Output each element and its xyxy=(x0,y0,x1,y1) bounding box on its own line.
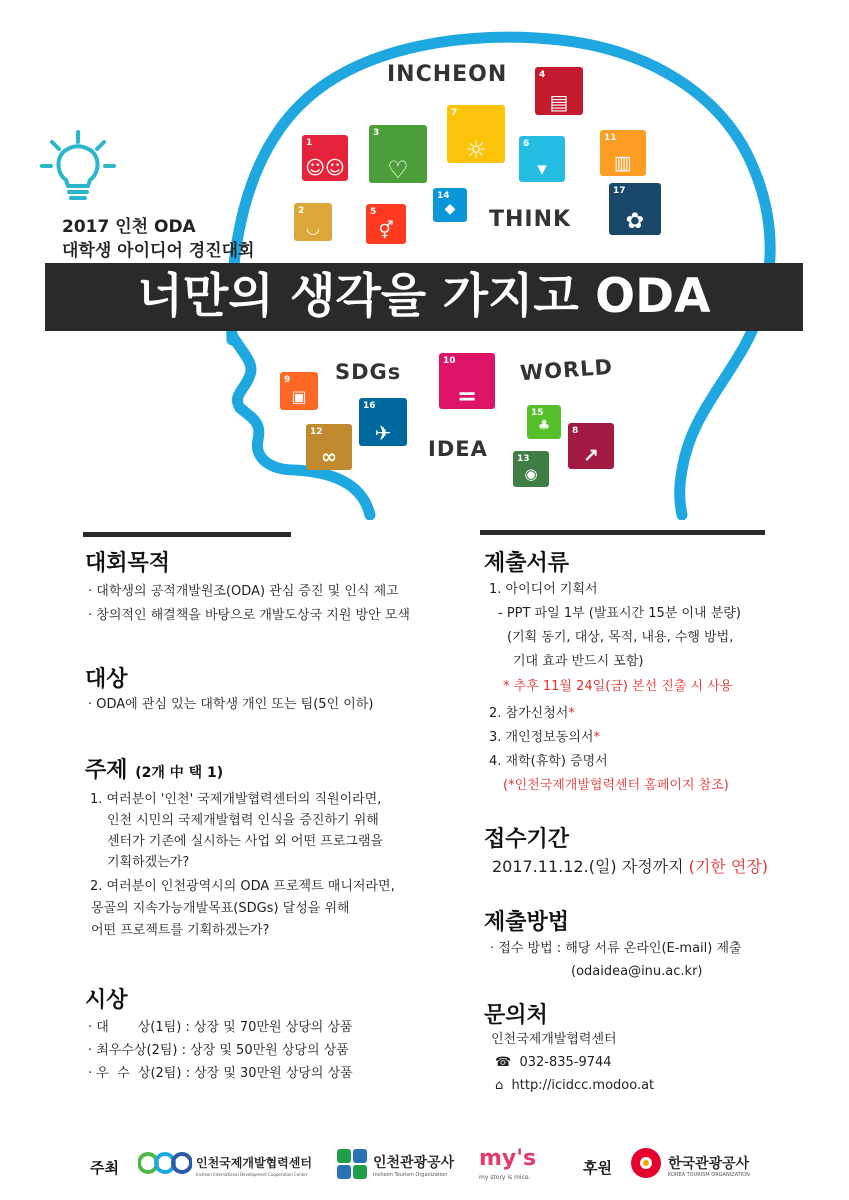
sdg-goal-10-tile xyxy=(439,353,495,409)
word-world: WORLD xyxy=(519,354,614,386)
sdg-goal-number: 10 xyxy=(443,356,456,366)
sdg-goal-number: 12 xyxy=(310,427,323,437)
gender-icon: ⚥ xyxy=(378,221,394,241)
award-heading: 시상 xyxy=(85,988,128,1013)
sdg-goal-8-tile xyxy=(568,423,614,469)
tree-icon: ♣ xyxy=(537,418,551,434)
topic-line: 기획하겠는가? xyxy=(107,855,190,870)
sdg-goal-6-tile xyxy=(519,136,565,182)
award-item: · 우 수 상(2팀) : 상장 및 30만원 상당의 상품 xyxy=(88,1066,353,1081)
sdg-goal-number: 13 xyxy=(517,454,530,464)
sdg-goal-5-tile xyxy=(366,204,406,244)
equal-icon: = xyxy=(456,382,478,409)
sdg-goal-number: 11 xyxy=(604,133,617,143)
contact-org: 인천국제개발협력센터 xyxy=(491,1032,617,1047)
sun-icon: ☼ xyxy=(465,136,487,163)
docs-item-application: 2. 참가신청서 xyxy=(489,706,569,721)
docs-line: 4. 재학(휴학) 증명서 xyxy=(489,754,608,769)
contact-url[interactable]: http://icidcc.modoo.at xyxy=(511,1078,655,1093)
contact-url-line xyxy=(495,1076,654,1095)
word-sdgs: SDGs xyxy=(335,360,402,384)
logo-mys-name: my's xyxy=(479,1146,537,1171)
sdg-goal-12-tile xyxy=(306,424,352,470)
docs-line: (기획 동기, 대상, 목적, 내용, 수행 방법, xyxy=(507,630,734,645)
sdg-goal-number: 16 xyxy=(363,401,376,411)
left-column-rule xyxy=(83,532,291,537)
heartbeat-icon: ♡ xyxy=(387,156,409,183)
lightbulb-icon xyxy=(38,128,118,208)
topic-line: 센터가 기존에 실시하는 사업 외 어떤 프로그램을 xyxy=(107,834,383,849)
period-extended: (기한 연장) xyxy=(688,857,769,876)
right-column-rule xyxy=(480,530,765,535)
book-icon: ▤ xyxy=(549,90,569,114)
logo-icidcc-english: Incheon International Development Cooperation Center xyxy=(196,1172,308,1177)
flower-icon: ✿ xyxy=(625,209,645,234)
sdg-goal-number: 8 xyxy=(572,426,579,436)
sdg-goal-14-tile xyxy=(433,188,467,222)
people-icon: ☺☺ xyxy=(305,157,345,179)
water-icon: ▾ xyxy=(537,158,547,180)
required-star: * xyxy=(593,730,600,745)
sdg-goal-number: 17 xyxy=(613,186,626,196)
logo-incheon-tourism-english: Incheon Tourism Organization xyxy=(373,1172,448,1178)
sdg-goal-number: 2 xyxy=(298,206,305,216)
word-think: THINK xyxy=(489,207,572,232)
docs-item-consent: 3. 개인정보동의서 xyxy=(489,730,594,745)
sdg-goal-9-tile xyxy=(280,372,318,410)
sdg-goal-number: 1 xyxy=(306,138,313,148)
word-incheon: INCHEON xyxy=(387,62,508,87)
event-year-title: 2017 인천 ODA xyxy=(62,217,196,237)
logo-kto-english: KOREA TOURISM ORGANIZATION xyxy=(668,1172,750,1178)
method-heading: 제출방법 xyxy=(484,910,570,935)
period-until: 자정까지 xyxy=(621,857,684,876)
sdg-goal-11-tile xyxy=(600,130,646,176)
growth-chart-icon: ↗ xyxy=(583,445,599,467)
kto-logo-icon xyxy=(628,1145,664,1181)
sdg-goal-number: 6 xyxy=(523,139,530,149)
sdg-goal-number: 4 xyxy=(539,70,546,80)
logo-incheon-tourism-name: 인천관광공사 xyxy=(373,1155,455,1171)
docs-note: (*인천국제개발협력센터 홈페이지 참조) xyxy=(503,778,729,793)
docs-note: * 추후 11월 24일(금) 본선 진출 시 사용 xyxy=(503,679,733,694)
period-heading: 접수기간 xyxy=(484,827,570,852)
target-item: · ODA에 관심 있는 대학생 개인 또는 팀(5인 이하) xyxy=(88,697,374,712)
docs-line: 기대 효과 반드시 포함) xyxy=(513,654,644,669)
topic-line: 1. 여러분이 '인천' 국제개발협력센터의 직원이라면, xyxy=(90,792,382,807)
sdg-goal-16-tile xyxy=(359,398,407,446)
topic-note: (2개 中 택 1) xyxy=(135,765,224,781)
docs-line xyxy=(489,704,575,723)
sdg-goal-number: 3 xyxy=(373,128,380,138)
city-icon: ▥ xyxy=(614,152,632,174)
logo-mys-tagline: my story is mice. xyxy=(479,1174,531,1181)
sdg-goal-4-tile xyxy=(535,67,583,115)
fish-icon: ◆ xyxy=(444,201,456,217)
method-email: (odaidea@inu.ac.kr) xyxy=(571,964,703,979)
home-icon: ⌂ xyxy=(495,1078,504,1093)
docs-line: 1. 아이디어 기획서 xyxy=(489,582,598,597)
sdg-goal-1-tile xyxy=(302,135,348,181)
phone-icon: ☎ xyxy=(495,1055,512,1070)
method-line: · 접수 방법 : 해당 서류 온라인(E-mail) 제출 xyxy=(490,941,742,956)
award-item: · 대 상(1팀) : 상장 및 70만원 상당의 상품 xyxy=(88,1020,353,1035)
period-line xyxy=(492,856,768,878)
sdg-goal-number: 7 xyxy=(451,108,458,118)
event-subtitle: 대학생 아이디어 경진대회 xyxy=(62,241,255,261)
docs-heading: 제출서류 xyxy=(484,551,570,576)
period-date: 2017.11.12.(일) xyxy=(492,857,617,876)
purpose-heading: 대회목적 xyxy=(85,551,171,576)
sdg-goal-number: 5 xyxy=(370,207,377,217)
infinity-icon: ∞ xyxy=(321,446,337,468)
topic-line: 2. 여러분이 인천광역시의 ODA 프로젝트 매니저라면, xyxy=(90,879,395,894)
sponsor-label: 후원 xyxy=(583,1159,612,1177)
sdg-goal-number: 9 xyxy=(284,375,291,385)
contact-heading: 문의처 xyxy=(484,1003,548,1028)
docs-line: - PPT 파일 1부 (발표시간 15분 이내 분량) xyxy=(498,606,741,621)
topic-heading xyxy=(85,753,223,784)
logo-kto-name: 한국관광공사 xyxy=(668,1156,750,1172)
sdg-goal-3-tile xyxy=(369,125,427,183)
dove-icon: ✈ xyxy=(374,421,392,445)
purpose-item: · 창의적인 해결책을 바탕으로 개발도상국 지원 방안 모색 xyxy=(88,608,410,623)
topic-line: 몽골의 지속가능개발목표(SDGs) 달성을 위해 xyxy=(91,901,350,916)
topic-title: 주제 xyxy=(85,758,128,783)
incheon-tourism-logo-icon xyxy=(336,1148,368,1180)
logo-icidcc-name: 인천국제개발협력센터 xyxy=(196,1156,312,1170)
sdg-goal-2-tile xyxy=(294,203,332,241)
required-star: * xyxy=(568,706,575,721)
word-idea: IDEA xyxy=(428,437,488,461)
icidcc-logo-icon xyxy=(138,1148,192,1178)
docs-line xyxy=(489,728,600,747)
sdg-goal-17-tile xyxy=(609,183,661,235)
target-heading: 대상 xyxy=(85,667,128,692)
cubes-icon: ▣ xyxy=(291,387,307,406)
contact-phone: 032-835-9744 xyxy=(519,1055,612,1070)
eye-globe-icon: ◉ xyxy=(524,465,538,483)
sdg-goal-number: 15 xyxy=(531,408,544,418)
sdg-goal-15-tile xyxy=(527,405,561,439)
host-label: 주최 xyxy=(90,1159,119,1177)
sdg-goal-number: 14 xyxy=(437,191,450,201)
contact-phone-line xyxy=(495,1053,612,1072)
sdg-goal-13-tile xyxy=(513,451,549,487)
sdg-goal-7-tile xyxy=(447,105,505,163)
topic-line: 어떤 프로젝트를 기획하겠는가? xyxy=(91,923,270,938)
award-item: · 최우수상(2팀) : 상장 및 50만원 상당의 상품 xyxy=(88,1043,349,1058)
purpose-item: · 대학생의 공적개발원조(ODA) 관심 증진 및 인식 제고 xyxy=(88,584,399,599)
main-slogan-banner: 너만의 생각을 가지고 ODA xyxy=(45,263,803,331)
topic-line: 인천 시민의 국제개발협력 인식을 증진하기 위해 xyxy=(107,813,379,828)
bowl-icon: ◡ xyxy=(306,218,320,237)
